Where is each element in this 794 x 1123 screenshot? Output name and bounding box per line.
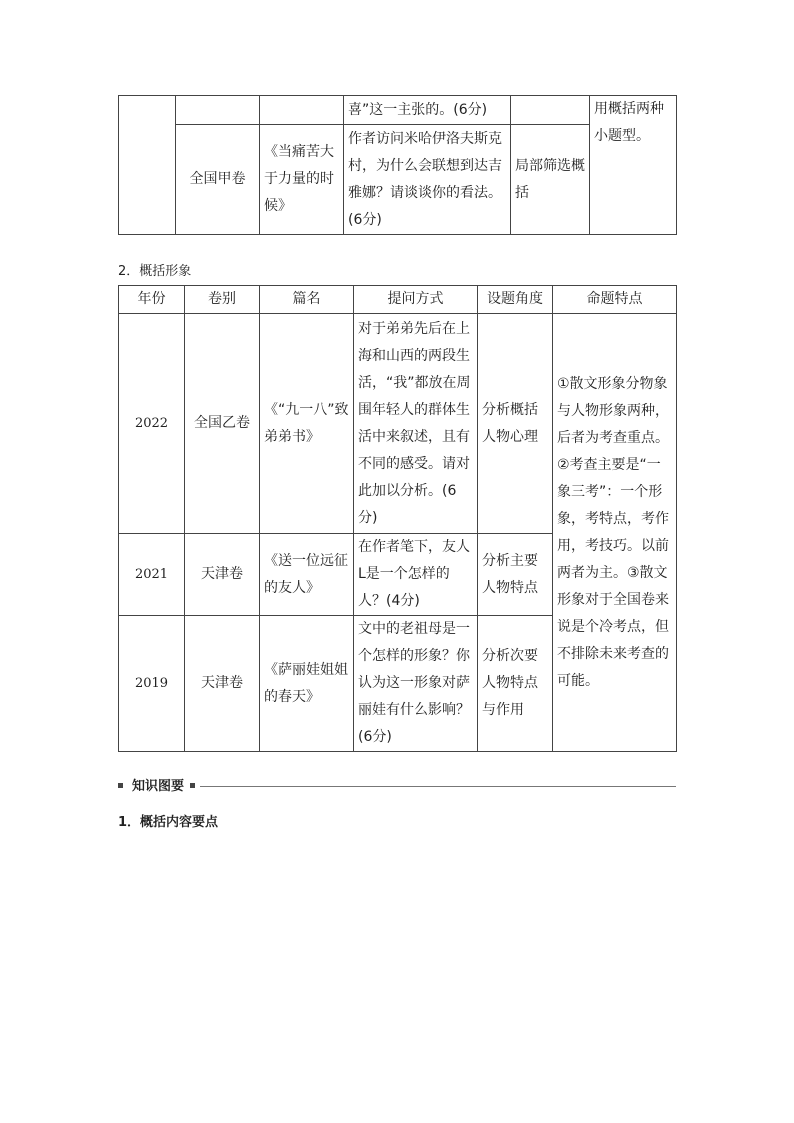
cell-empty (260, 96, 344, 125)
cell-paper: 全国甲卷 (176, 125, 260, 235)
cell-question: 作者访问米哈伊洛夫斯克村，为什么会联想到达吉雅娜？请谈谈你的看法。(6分) (344, 125, 511, 235)
section-heading: 2．概括形象 (118, 264, 192, 279)
header-question: 提问方式 (354, 286, 478, 314)
header-year: 年份 (119, 286, 185, 314)
header-features: 命题特点 (553, 286, 677, 314)
knowledge-label: 知识图要 (132, 779, 185, 794)
divider (200, 786, 676, 787)
cell-feature-continued: 用概括两种小题型。 (590, 96, 677, 235)
cell-features: ①散文形象分物象与人物形象两种，后者为考查重点。②考查主要是“一象三考”：一个形象，考特点，考作用，考技巧。以前两者为主。③散文形象对于全国卷来说是个冷考点，但不排除未来考查的可能。 (553, 314, 677, 752)
cell-year: 2021 (119, 534, 185, 616)
knowledge-item-heading: 1．概括内容要点 (118, 815, 219, 830)
table-continued (118, 95, 677, 235)
cell-year: 2019 (119, 616, 185, 752)
cell-question: 对于弟弟先后在上海和山西的两段生活，“我”都放在周围年轻人的群体生活中来叙述，且有不同的感受。请对此加以分析。(6分) (354, 314, 478, 534)
cell-paper: 全国乙卷 (185, 314, 260, 534)
cell-question-continued: 喜”这一主张的。(6分) (344, 96, 511, 125)
cell-angle: 分析次要人物特点与作用 (478, 616, 553, 752)
cell-title: 《“九一八”致弟弟书》 (260, 314, 354, 534)
knowledge-section-bar (118, 778, 676, 796)
header-title: 篇名 (260, 286, 354, 314)
square-bullet-icon (118, 783, 123, 788)
cell-empty (176, 96, 260, 125)
cell-empty-left (119, 96, 176, 235)
cell-angle: 分析主要人物特点 (478, 534, 553, 616)
cell-title: 《送一位远征的友人》 (260, 534, 354, 616)
cell-title: 《当痛苦大于力量的时候》 (260, 125, 344, 235)
table-image-summary (118, 285, 677, 752)
cell-question: 在作者笔下，友人L是一个怎样的人？(4分) (354, 534, 478, 616)
cell-year: 2022 (119, 314, 185, 534)
square-bullet-icon (190, 783, 195, 788)
table-row (119, 314, 677, 534)
cell-angle: 局部筛选概括 (511, 125, 590, 235)
cell-title: 《萨丽娃姐姐的春天》 (260, 616, 354, 752)
cell-empty (511, 96, 590, 125)
cell-paper: 天津卷 (185, 534, 260, 616)
cell-paper: 天津卷 (185, 616, 260, 752)
header-angle: 设题角度 (478, 286, 553, 314)
cell-angle: 分析概括人物心理 (478, 314, 553, 534)
header-paper: 卷别 (185, 286, 260, 314)
cell-question: 文中的老祖母是一个怎样的形象？你认为这一形象对萨丽娃有什么影响？(6分) (354, 616, 478, 752)
